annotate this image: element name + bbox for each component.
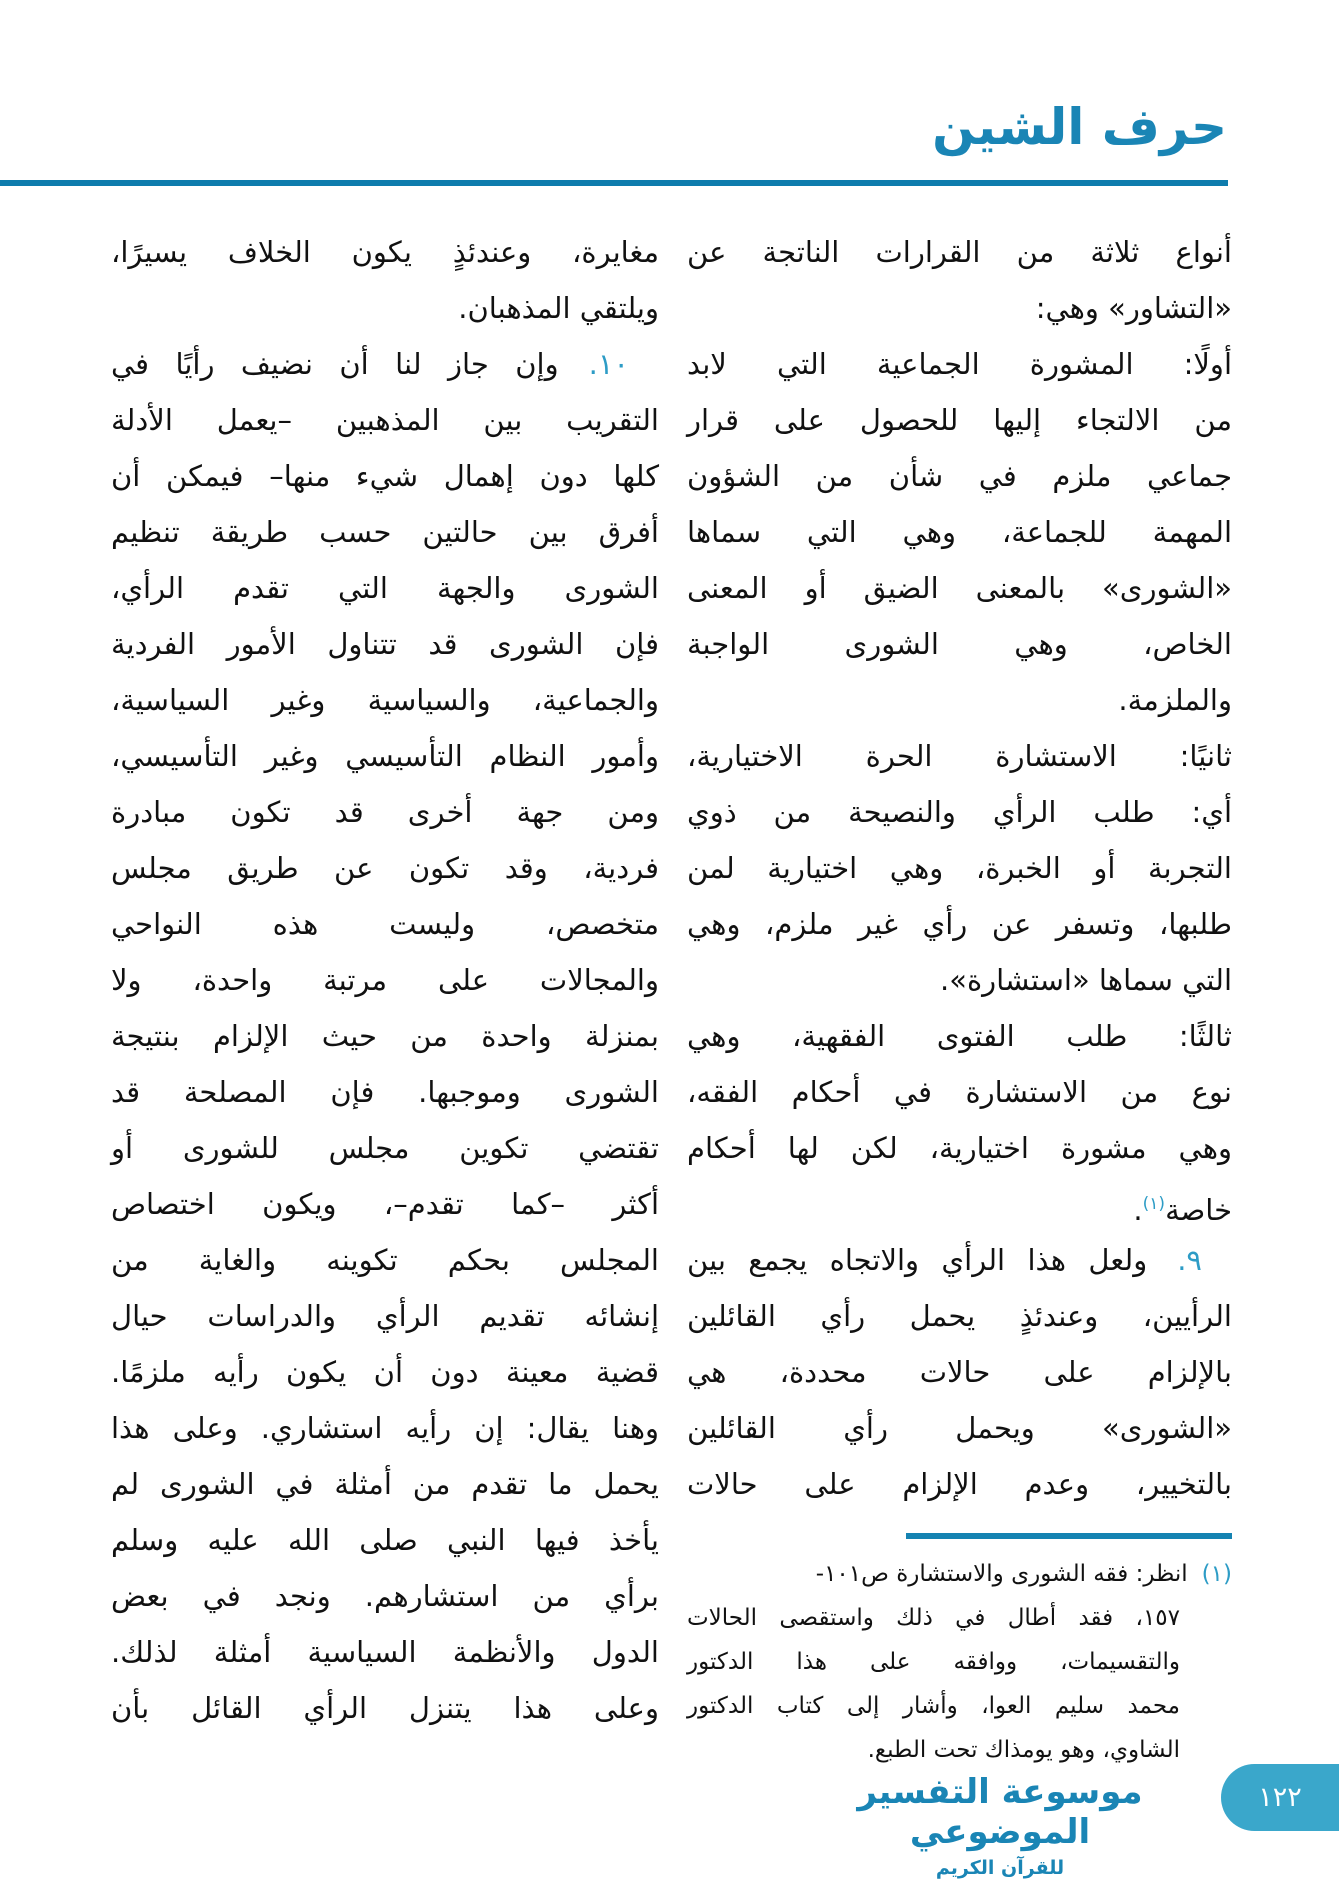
numbered-paragraph-line bbox=[687, 1232, 1232, 1288]
text-segment: ولعل هذا الرأي والاتجاه يجمع بين bbox=[687, 1243, 1148, 1277]
text-line: مغايرة، وعندئذٍ يكون الخلاف يسيرًا، bbox=[111, 235, 659, 269]
text-line: والجماعية، والسياسية وغير السياسية، bbox=[111, 683, 659, 717]
text-line: ثانيًا: الاستشارة الحرة الاختيارية، bbox=[687, 739, 1232, 773]
text-line: التي سماها «استشارة». bbox=[940, 963, 1232, 997]
text-line: بالتخيير، وعدم الإلزام على حالات bbox=[687, 1467, 1232, 1501]
text-line: طلبها، وتسفر عن رأي غير ملزم، وهي bbox=[687, 907, 1232, 941]
text-line: برأي من استشارهم. ونجد في بعض bbox=[111, 1579, 659, 1613]
right-column bbox=[687, 224, 1232, 1736]
text-line: من الالتجاء إليها للحصول على قرار bbox=[687, 403, 1232, 437]
footnote-line bbox=[687, 1552, 1232, 1596]
text-line: ويلتقي المذهبان. bbox=[458, 291, 659, 325]
chapter-title: حرف الشين bbox=[932, 98, 1227, 156]
text-line: كلها دون إهمال شيء منها– فيمكن أن bbox=[111, 459, 659, 493]
footnote-line: الشاوي، وهو يومذاك تحت الطبع. bbox=[867, 1737, 1180, 1763]
page-number-badge bbox=[1221, 1764, 1339, 1831]
text-columns bbox=[111, 224, 1232, 1736]
text-line: وعلى هذا يتنزل الرأي القائل بأن bbox=[111, 1691, 659, 1725]
text-line: فإن الشورى قد تتناول الأمور الفردية bbox=[111, 627, 659, 661]
text-line: تقتضي تكوين مجلس للشورى أو bbox=[111, 1131, 659, 1165]
publisher-logo-title: موسوعة التفسير الموضوعي bbox=[857, 1772, 1143, 1852]
text-line: قضية معينة دون أن يكون رأيه ملزمًا. bbox=[111, 1355, 659, 1389]
text-line: أي: طلب الرأي والنصيحة من ذوي bbox=[687, 795, 1232, 829]
text-line: أكثر –كما تقدم–، ويكون اختصاص bbox=[111, 1187, 659, 1221]
left-column bbox=[111, 224, 659, 1736]
text-line: والمجالات على مرتبة واحدة، ولا bbox=[111, 963, 659, 997]
text-line: الرأيين، وعندئذٍ يحمل رأي القائلين bbox=[687, 1299, 1232, 1333]
text-line: جماعي ملزم في شأن من الشؤون bbox=[687, 459, 1232, 493]
text-line: «الشورى» ويحمل رأي القائلين bbox=[687, 1411, 1232, 1445]
text-line: الشورى والجهة التي تقدم الرأي، bbox=[111, 571, 659, 605]
text-line: بالإلزام على حالات محددة، هي bbox=[687, 1355, 1232, 1389]
footnote-number: (١) bbox=[1201, 1561, 1232, 1587]
text-segment: وإن جاز لنا أن نضيف رأيًا في bbox=[111, 347, 559, 381]
text-line: يأخذ فيها النبي صلى الله عليه وسلم bbox=[111, 1523, 659, 1557]
text-line: إنشائه تقديم الرأي والدراسات حيال bbox=[111, 1299, 659, 1333]
footnote-separator bbox=[906, 1533, 1232, 1539]
text-line: المهمة للجماعة، وهي التي سماها bbox=[687, 515, 1232, 549]
text-segment: . bbox=[1133, 1193, 1143, 1227]
paragraph-number: ١٠. bbox=[588, 347, 629, 381]
footnote-line: ١٥٧، فقد أطال في ذلك واستقصى الحالات bbox=[687, 1605, 1180, 1631]
text-line: متخصص، وليست هذه النواحي bbox=[111, 907, 659, 941]
footnote-line: والتقسيمات، ووافقه على هذا الدكتور bbox=[687, 1649, 1180, 1675]
text-line: أنواع ثلاثة من القرارات الناتجة عن bbox=[687, 235, 1232, 269]
text-line: التجربة أو الخبرة، وهي اختيارية لمن bbox=[687, 851, 1232, 885]
footnote-line: محمد سليم العوا، وأشار إلى كتاب الدكتور bbox=[687, 1693, 1180, 1719]
text-line: والملزمة. bbox=[1118, 683, 1232, 717]
text-line: «التشاور» وهي: bbox=[1035, 291, 1232, 325]
text-line: المجلس بحكم تكوينه والغاية من bbox=[111, 1243, 659, 1277]
footnote-reference-mark: (١) bbox=[1142, 1194, 1166, 1214]
footnote-block bbox=[687, 1552, 1232, 1772]
header-rule bbox=[0, 180, 1228, 186]
publisher-logo-subtitle: للقرآن الكريم bbox=[935, 1857, 1065, 1879]
text-line: وهنا يقال: إن رأيه استشاري. وعلى هذا bbox=[111, 1411, 659, 1445]
text-segment: انظر: فقه الشورى والاستشارة ص١٠١- bbox=[815, 1561, 1188, 1587]
text-line: وهي مشورة اختيارية، لكن لها أحكام bbox=[687, 1131, 1232, 1165]
text-line: أفرق بين حالتين حسب طريقة تنظيم bbox=[111, 515, 659, 549]
paragraph-number: ٩. bbox=[1177, 1243, 1202, 1277]
text-line: ومن جهة أخرى قد تكون مبادرة bbox=[111, 795, 659, 829]
numbered-paragraph-line bbox=[111, 336, 659, 392]
text-line: فردية، وقد تكون عن طريق مجلس bbox=[111, 851, 659, 885]
text-segment: خاصة bbox=[1165, 1193, 1232, 1227]
text-line: التقريب بين المذهبين –يعمل الأدلة bbox=[111, 403, 659, 437]
text-line: الشورى وموجبها. فإن المصلحة قد bbox=[111, 1075, 659, 1109]
text-line: الخاص، وهي الشورى الواجبة bbox=[687, 627, 1232, 661]
text-line: بمنزلة واحدة من حيث الإلزام بنتيجة bbox=[111, 1019, 659, 1053]
text-line: «الشورى» بالمعنى الضيق أو المعنى bbox=[687, 571, 1232, 605]
text-line: نوع من الاستشارة في أحكام الفقه، bbox=[687, 1075, 1232, 1109]
text-line bbox=[687, 1176, 1232, 1232]
page-number: ١٢٢ bbox=[1258, 1782, 1302, 1813]
text-line: وأمور النظام التأسيسي وغير التأسيسي، bbox=[111, 739, 659, 773]
publisher-logo bbox=[845, 1772, 1155, 1881]
text-line: ثالثًا: طلب الفتوى الفقهية، وهي bbox=[687, 1019, 1232, 1053]
text-line: أولًا: المشورة الجماعية التي لابد bbox=[687, 347, 1232, 381]
text-line: الدول والأنظمة السياسية أمثلة لذلك. bbox=[111, 1635, 659, 1669]
text-line: يحمل ما تقدم من أمثلة في الشورى لم bbox=[111, 1467, 659, 1501]
